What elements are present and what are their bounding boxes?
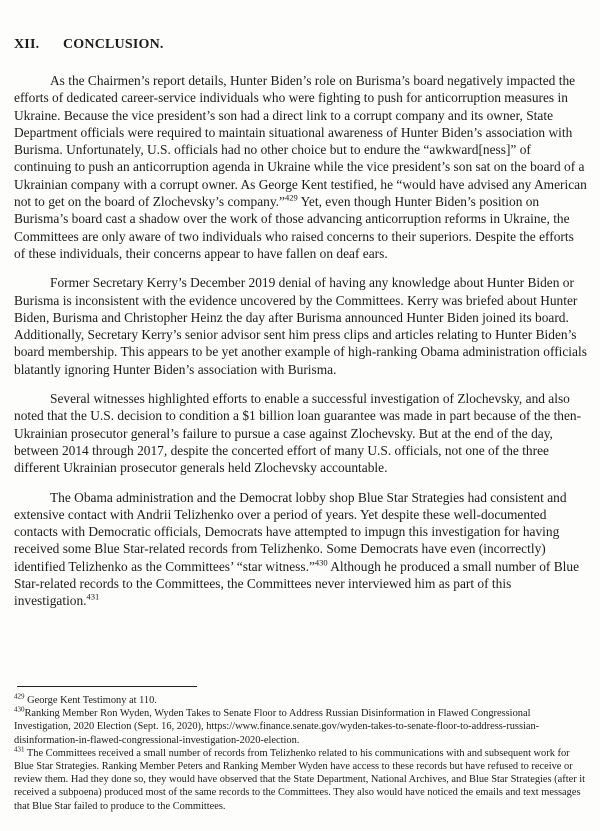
footnote-ref-430: 430 <box>314 557 328 568</box>
footnote-ref-431: 431 <box>86 591 100 602</box>
paragraph-4 <box>14 489 588 610</box>
paragraph-3 <box>14 390 588 476</box>
footnote-430-number: 430 <box>14 705 25 714</box>
footnote-separator-line <box>17 686 197 687</box>
paragraph-3-text: Several witnesses highlighted efforts to enable a successful investigation of Zlochevsky, and also noted that the U.S. decision to condition a $1 billion loan guarantee was made in part because of the then-Ukrainian prosecutor general’s failure to pursue a case against Zlochevsky. But at the end of the day, between 2014 through 2017, despite the concerted effort of many U.S. officials, not one of the three different Ukrainian prosecutor generals held Zlochevsky accountable. <box>14 391 582 476</box>
footnotes-section <box>14 686 588 813</box>
section-number: XII. <box>14 37 40 52</box>
footnote-430-text: Ranking Member Ron Wyden, Wyden Takes to Senate Floor to Address Russian Disinformation in Flawed Congressional Investigation, 2020 Election (Sept. 16, 2020), https://www.finance.senate.gov/wyden-takes-to-senate-floor-to-address-russian-disinformation-in-flawed-congressional-investigation-2020-election. <box>14 708 540 746</box>
footnote-430 <box>14 707 588 747</box>
paragraph-1 <box>14 72 588 262</box>
paragraph-2 <box>14 274 588 378</box>
footnote-ref-429: 429 <box>284 192 298 203</box>
footnote-431-number: 431 <box>14 745 25 754</box>
section-heading <box>14 36 588 53</box>
paragraph-1-text: As the Chairmen’s report details, Hunter Biden’s role on Burisma’s board negatively impacted the efforts of dedicated career-service individuals who were fighting to push for anticorruption measures in Ukraine. Because the vice president’s son had a direct link to a corrupt company and its owner, State Department officials were required to maintain situational awareness of Hunter Biden’s association with Burisma. Unfortunately, U.S. officials had no other choice but to endure the “awkward[ness]” of continuing to push an anticorruption agenda in Ukraine while the vice president’s son sat on the board of a Ukrainian company with a corrupt owner. As George Kent testified, he “would have advised any American not to get on the board of Zlochevsky’s company.” <box>14 73 587 210</box>
footnote-429-number: 429 <box>14 692 25 701</box>
section-title: CONCLUSION. <box>63 37 164 52</box>
paragraph-2-text: Former Secretary Kerry’s December 2019 denial of having any knowledge about Hunter Biden or Burisma is inconsistent with the evidence uncovered by the Committees. Kerry was briefed about Hunter Biden, Burisma and Christopher Heinz the day after Burisma announced Hunter Biden joined its board. Additionally, Secretary Kerry’s senior advisor sent him press clips and articles relating to Hunter Biden’s board membership. This appears to be yet another example of high-ranking Obama administration officials blatantly ignoring Hunter Biden’s association with Burisma. <box>14 275 587 377</box>
paragraph-4-text: The Obama administration and the Democrat lobby shop Blue Star Strategies had consistent and extensive contact with Andrii Telizhenko over a period of years. Yet despite these well-documented contacts with Democratic officials, Democrats have attempted to impugn this investigation for having received some Blue Star-related records from Telizhenko. Some Democrats have even (incorrectly) identified Telizhenko as the Committees’ “star witness.” <box>14 489 567 574</box>
paragraph-1-text-cont: Yet, even though Hunter Biden’s position on Burisma’s board cast a shadow over the work of those advancing anticorruption reforms in Ukraine, the Committees are only aware of two individuals who raised concerns to their superiors. Despite the efforts of these individuals, their concerns appear to have fallen on deaf ears. <box>14 194 574 261</box>
footnote-429 <box>14 694 588 707</box>
footnote-429-text: George Kent Testimony at 110. <box>24 695 157 706</box>
footnote-431 <box>14 747 588 813</box>
paragraph-4-text-cont: Although he produced a small number of Blue Star-related records to the Committees, the Committees never interviewed him as part of this investigation. <box>14 558 580 609</box>
footnote-431-text: The Committees received a small number of records from Telizhenko related to his communications with and subsequent work for Blue Star Strategies. Ranking Member Peters and Ranking Member Wyden have access to these records but have refused to receive or review them. Had they done so, they would have observed that the State Department, National Archives, and Blue Star Strategies (after it received a subpoena) produced most of the same records to the Committees. They also would have noticed the emails and text messages that Blue Star failed to produce to the Committees. <box>14 747 586 812</box>
